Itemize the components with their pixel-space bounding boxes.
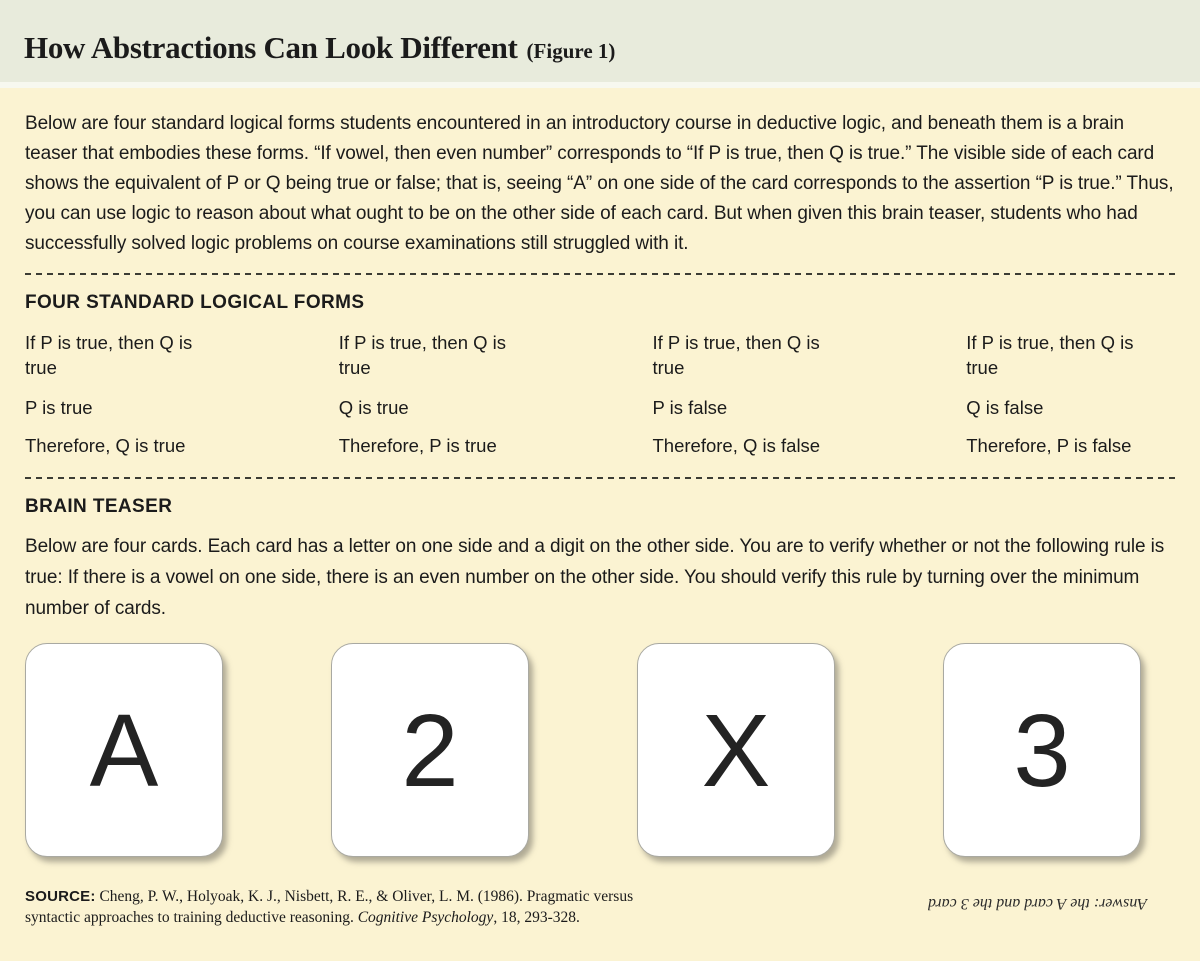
- intro-paragraph: Below are four standard logical forms students encountered in an introductory course in deductive logic, and beneath them is a brain teaser that embodies these forms. “If vowel, then even number” corresponds to “If P is true, then Q is true.” The visible side of each card shows the equivalent of P or Q being true or false; that is, seeing “A” on one side of the card corresponds to the assertion “P is true.” Thus, you can use logic to reason about what ought to be on the other side of each card. But when given this brain teaser, students who had successfully solved logic problems on course examinations still struggled with it.: [25, 113, 1174, 254]
- form-3-premise-1: If P is true, then Q is true: [652, 332, 820, 378]
- source-citation: [25, 886, 690, 928]
- upside-down-answer: Answer: the A card and the 3 card: [927, 895, 1147, 912]
- form-3-premise-2: P is false: [652, 397, 728, 418]
- card-3-glyph: 3: [1013, 692, 1071, 808]
- form-2-conclusion: Therefore, P is true: [338, 435, 497, 456]
- logical-forms-grid: [25, 330, 1175, 458]
- form-2-premise-2: Q is true: [338, 397, 409, 418]
- source-text: Cheng, P. W., Holyoak, K. J., Nisbett, R. E., & Oliver, L. M. (1986). Pragmatic versus syntactic approaches to training deductive reasoning.: [25, 888, 634, 926]
- source-label: SOURCE:: [25, 888, 96, 905]
- brain-teaser-description: Below are four cards. Each card has a letter on one side and a digit on the other side. You are to verify whether or not the following rule is true: If there is a vowel on one side, there is an even number on the other side. You should verify this rule by turning over the minimum number of cards.: [25, 536, 1165, 619]
- logical-form-1: [25, 330, 234, 458]
- logical-form-2: [339, 330, 548, 458]
- figure-number-label: (Figure 1): [526, 39, 616, 63]
- figure-body: [0, 109, 1200, 928]
- form-1-premise-2: P is true: [25, 397, 93, 418]
- form-4-conclusion: Therefore, P is false: [966, 435, 1132, 456]
- form-1-conclusion: Therefore, Q is true: [25, 435, 186, 456]
- card-2-glyph: 2: [401, 692, 459, 808]
- logical-form-3: [653, 330, 862, 458]
- figure-header: [0, 0, 1200, 88]
- source-journal-name: Cognitive Psychology: [357, 909, 494, 926]
- source-tail: , 18, 293-328.: [493, 909, 580, 926]
- form-2-premise-1: If P is true, then Q is true: [338, 332, 507, 378]
- card-x: [637, 643, 835, 857]
- card-x-glyph: X: [701, 692, 771, 808]
- card-3: [943, 643, 1141, 857]
- dashed-divider: [25, 477, 1175, 479]
- form-4-premise-1: If P is true, then Q is true: [966, 332, 1134, 378]
- cards-row: [25, 643, 1175, 857]
- card-a: [25, 643, 223, 857]
- logical-forms-heading: FOUR STANDARD LOGICAL FORMS: [25, 292, 365, 313]
- dashed-divider: [25, 273, 1175, 275]
- form-3-conclusion: Therefore, Q is false: [652, 435, 821, 456]
- form-1-premise-1: If P is true, then Q is true: [25, 332, 193, 378]
- card-2: [331, 643, 529, 857]
- figure-footer: [25, 886, 1175, 928]
- figure-title: How Abstractions Can Look Different: [24, 30, 518, 65]
- card-a-glyph: A: [89, 692, 159, 808]
- logical-form-4: [966, 330, 1175, 458]
- brain-teaser-heading: BRAIN TEASER: [25, 496, 173, 517]
- form-4-premise-2: Q is false: [966, 397, 1044, 418]
